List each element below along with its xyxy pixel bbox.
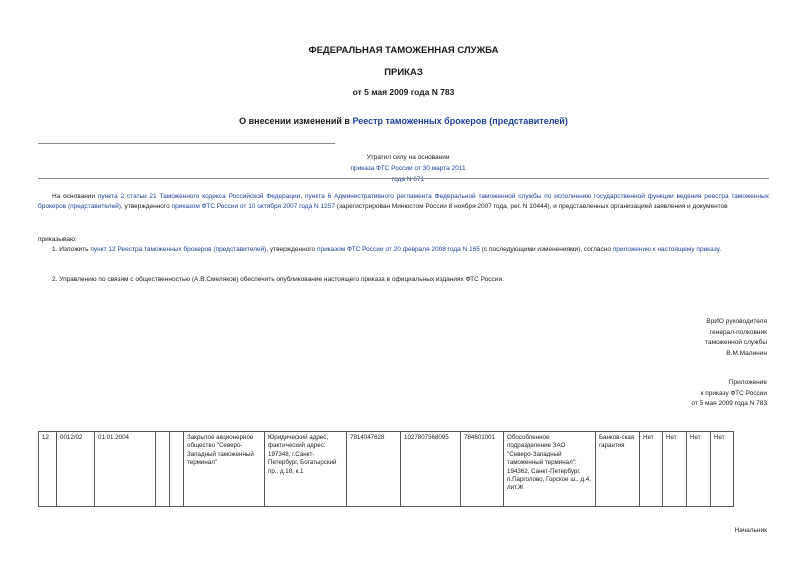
order-word: приказываю: <box>38 236 77 243</box>
cell-empty-2 <box>170 432 184 507</box>
basis-text-2: , <box>300 193 305 200</box>
cell-number: 12 <box>39 432 57 507</box>
cell-guarantee: Банков-ская гарантия <box>596 432 640 507</box>
appendix-link[interactable]: приложению к настоящему приказу <box>612 246 720 253</box>
divider-bottom <box>38 178 769 179</box>
item-2: 2. Управлению по связям с общественностью (А.В.Смеляков) обеспечить опубликование настоящего приказа в официальных изданиях ФТС России. <box>52 276 504 283</box>
cell-flag-1: Нет <box>640 432 663 507</box>
cell-inn: 7814047628 <box>347 432 401 507</box>
registry-table <box>38 431 734 507</box>
cell-flag-4: Нет <box>711 432 734 507</box>
registry-link[interactable]: Реестр таможенных брокеров (представителей) <box>352 116 568 126</box>
cell-flag-2: Нет <box>663 432 687 507</box>
signature-line-2: генерал-полковник <box>709 328 767 336</box>
item1-text-2: , утвержденного <box>266 246 317 253</box>
item1-text-1: 1. Изложить <box>52 246 91 253</box>
appendix-line-2: к приказу ФТС России <box>700 389 767 397</box>
appendix-line-1: Приложение <box>728 379 767 386</box>
cell-address: Юридический адрес, фактический адрес: 197348, г.Санкт-Петербург, Богатырский пр., д.18, к.1 <box>265 432 347 507</box>
basis-text-4: (зарегистрирован Минюстом России 8 ноября 2007 года, рег. N 10444), и представленных организацией заявления и документов <box>334 203 728 211</box>
signature-line-3: таможенной службы <box>705 339 767 346</box>
order-1257-link[interactable]: приказом ФТС России от 10 октября 2007 года N 1257 <box>171 203 335 211</box>
cell-ogrn: 1027807568095 <box>401 432 461 507</box>
cell-kpp: 784601001 <box>461 432 504 507</box>
appendix-line-3: от 5 мая 2009 года N 783 <box>691 400 767 407</box>
repealed-label: Утратил силу на основании <box>366 154 450 161</box>
repealed-note <box>348 152 468 185</box>
doc-subject <box>0 116 807 126</box>
order-165-link[interactable]: приказом ФТС России от 20 февраля 2008 года N 165 <box>316 246 480 253</box>
cell-empty-1 <box>156 432 170 507</box>
customs-code-link[interactable]: пункта 2 статьи 21 Таможенного кодекса Российской Федерации <box>97 193 301 200</box>
signature-name: В.М.Малинин <box>726 349 767 357</box>
cell-reg-number: 0012/02 <box>57 432 95 507</box>
cell-date: 01.01.2004 <box>95 432 156 507</box>
signature-line-1: ВрИО руководителя <box>706 318 767 325</box>
regulation-link[interactable]: пункта 6 Административного регламента Федеральной таможенной службы по исполнению государственной функции ведения реестра таможенных брокеров (представителей) <box>38 193 769 211</box>
doc-type-title: ПРИКАЗ <box>384 67 423 78</box>
cell-flag-3: Нет <box>687 432 711 507</box>
tail-text: Начальник <box>734 527 767 534</box>
divider-top <box>38 143 335 144</box>
cell-branch: Обособленное подразделение ЗАО "Северо-Западный таможенный терминал": 194362, Санкт-Петербург, п.Парголово, Горское ш., д.4, лит.Ж <box>504 432 596 507</box>
doc-date-number: от 5 мая 2009 года N 783 <box>352 87 455 97</box>
item-1 <box>38 245 769 255</box>
basis-paragraph <box>38 192 769 213</box>
basis-text-1: На основании <box>52 193 98 200</box>
cell-company-name: Закрытое акционерное общество "Северо-Западный таможенный терминал" <box>184 432 265 507</box>
signature-block <box>705 317 767 359</box>
subject-prefix: О внесении изменений в <box>239 116 353 126</box>
basis-text-3: , утвержденного <box>120 203 172 211</box>
item1-text-4: . <box>719 246 722 253</box>
appendix-header <box>691 378 767 410</box>
repealed-order-link[interactable]: приказа ФТС России от 30 марта 2011 года N 671 <box>350 165 466 183</box>
agency-title: ФЕДЕРАЛЬНАЯ ТАМОЖЕННАЯ СЛУЖБА <box>308 45 499 56</box>
table-row <box>39 432 734 507</box>
item1-text-3: (с последующими изменениями), согласно <box>479 246 613 253</box>
registry-item-12-link[interactable]: пункт 12 Реестра таможенных брокеров (представителей) <box>90 246 267 253</box>
